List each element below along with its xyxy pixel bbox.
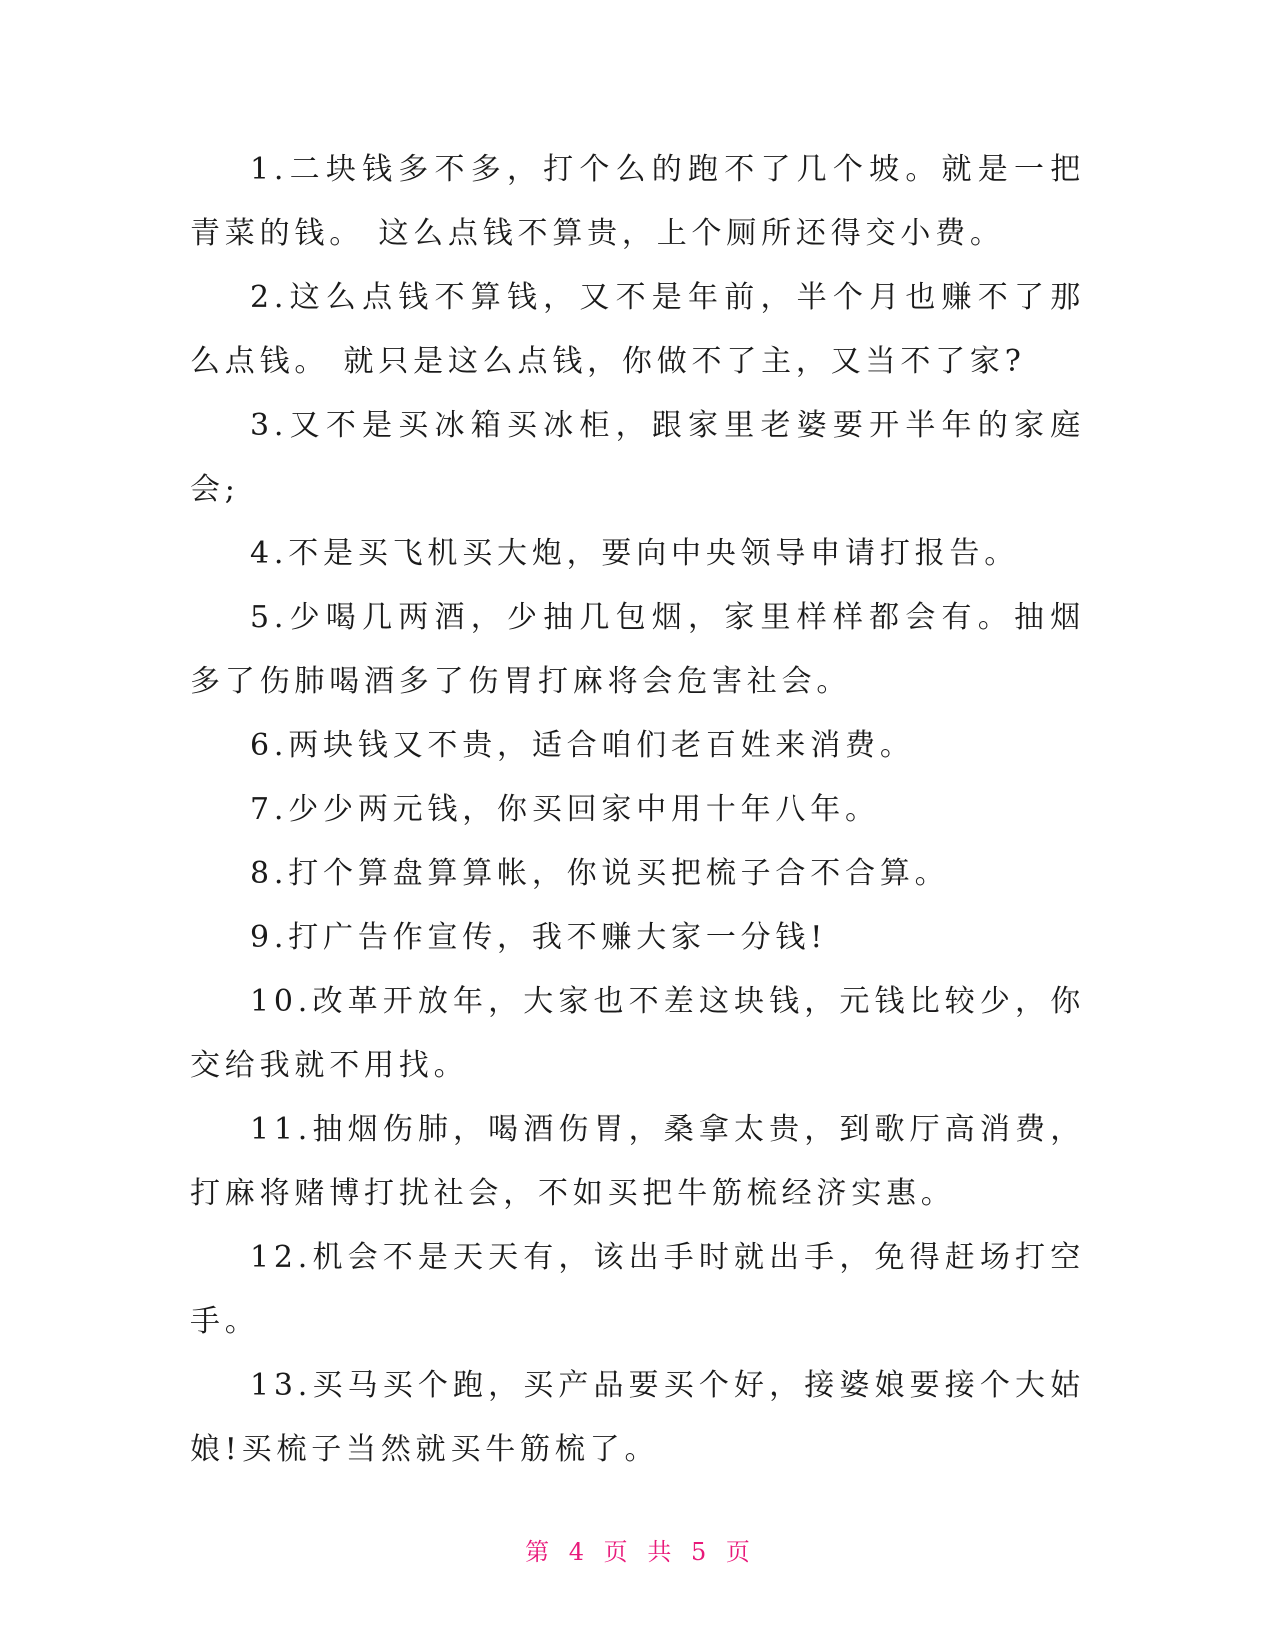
paragraph-2: 2.这么点钱不算钱，又不是年前，半个月也赚不了那么点钱。 就只是这么点钱，你做不了主，又当不了家? — [190, 280, 1085, 379]
footer-prefix: 第 — [525, 1538, 550, 1566]
paragraph-7: 7.少少两元钱，你买回家中用十年八年。 — [250, 792, 880, 827]
footer-total-word: 共 — [647, 1538, 672, 1566]
page-footer — [0, 1532, 1275, 1567]
paragraph-10: 10.改革开放年，大家也不差这块钱，元钱比较少，你交给我就不用找。 — [190, 984, 1085, 1083]
footer-page-word: 页 — [603, 1538, 628, 1566]
paragraph-12: 12.机会不是天天有，该出手时就出手，免得赶场打空手。 — [190, 1240, 1085, 1339]
footer-current-page: 4 — [568, 1538, 585, 1566]
paragraph-6: 6.两块钱又不贵，适合咱们老百姓来消费。 — [250, 728, 915, 763]
footer-suffix: 页 — [725, 1538, 750, 1566]
paragraph-1: 1.二块钱多不多，打个么的跑不了几个坡。就是一把青菜的钱。 这么点钱不算贵，上个厕所还得交小费。 — [190, 152, 1085, 251]
paragraph-4: 4.不是买飞机买大炮，要向中央领导申请打报告。 — [250, 536, 1020, 571]
paragraph-9: 9.打广告作宣传，我不赚大家一分钱! — [250, 920, 828, 955]
document-body — [190, 138, 1085, 1482]
paragraph-5: 5.少喝几两酒，少抽几包烟，家里样样都会有。抽烟多了伤肺喝酒多了伤胃打麻将会危害社会。 — [190, 600, 1085, 699]
paragraph-8: 8.打个算盘算算帐，你说买把梳子合不合算。 — [250, 856, 950, 891]
paragraph-3: 3.又不是买冰箱买冰柜，跟家里老婆要开半年的家庭会; — [190, 408, 1085, 507]
paragraph-11: 11.抽烟伤肺，喝酒伤胃，桑拿太贵，到歌厅高消费，打麻将赌博打扰社会，不如买把牛筋梳经济实惠。 — [190, 1112, 1085, 1211]
paragraph-13: 13.买马买个跑，买产品要买个好，接婆娘要接个大姑娘!买梳子当然就买牛筋梳了。 — [190, 1368, 1085, 1467]
footer-total-pages: 5 — [690, 1538, 707, 1566]
